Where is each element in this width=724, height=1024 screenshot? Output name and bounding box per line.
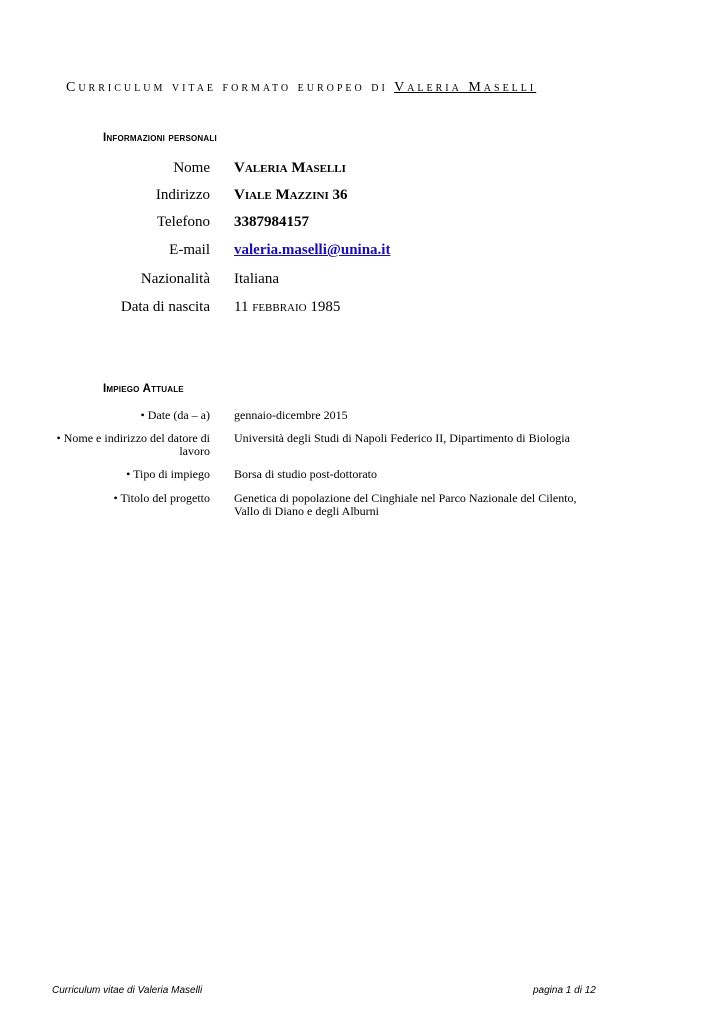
info-label: Nazionalità bbox=[140, 271, 210, 287]
birth-year: 1985 bbox=[310, 299, 341, 315]
info-label: Indirizzo bbox=[155, 187, 210, 203]
section-heading-personal: Informazioni personali bbox=[103, 132, 217, 144]
info-label: Data di nascita bbox=[120, 299, 210, 315]
employment-label: • Titolo del progetto bbox=[113, 491, 210, 505]
section-heading-employment: Impiego Attuale bbox=[103, 383, 184, 395]
employment-label: • Tipo di impiego bbox=[126, 467, 210, 481]
title-name: Valeria Maselli bbox=[394, 80, 537, 95]
info-label: Telefono bbox=[156, 214, 210, 230]
title-prefix: Curriculum vitae formato europeo di bbox=[66, 80, 388, 95]
employment-value: Genetica di popolazione del Cinghiale nel Parco Nazionale del Cilento, Vallo di Diano e degli Alburni bbox=[234, 491, 577, 518]
employment-value: Borsa di studio post-dottorato bbox=[234, 467, 377, 481]
email-link[interactable]: valeria.maselli@unina.it bbox=[234, 242, 391, 258]
birth-day: 11 bbox=[234, 299, 249, 315]
footer-left: Curriculum vitae di Valeria Maselli bbox=[52, 985, 203, 996]
employment-value: Università degli Studi di Napoli Federico II, Dipartimento di Biologia bbox=[234, 431, 570, 445]
info-value-name: Valeria Maselli bbox=[234, 160, 346, 176]
info-value-phone: 3387984157 bbox=[234, 214, 309, 230]
birth-month: febbraio bbox=[252, 299, 307, 315]
employment-label: • Date (da – a) bbox=[140, 408, 210, 422]
info-value-birthdate bbox=[234, 299, 340, 316]
info-label: E-mail bbox=[169, 242, 210, 258]
employment-value: gennaio-dicembre 2015 bbox=[234, 408, 348, 422]
employment-label: • Nome e indirizzo del datore di lavoro bbox=[56, 431, 210, 458]
footer-page-number: pagina 1 di 12 bbox=[533, 985, 596, 996]
info-value-nationality: Italiana bbox=[234, 271, 279, 287]
info-value-address: Viale Mazzini 36 bbox=[234, 187, 348, 203]
document-title bbox=[66, 80, 536, 96]
info-label: Nome bbox=[173, 160, 210, 176]
